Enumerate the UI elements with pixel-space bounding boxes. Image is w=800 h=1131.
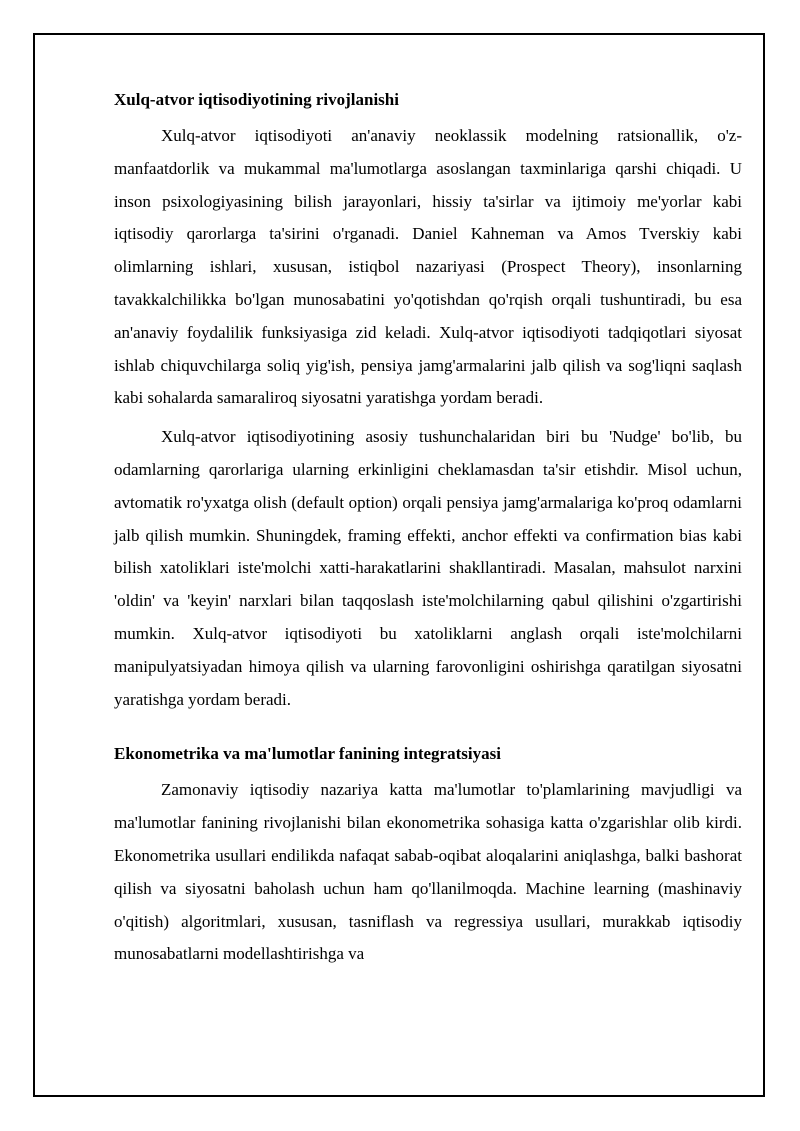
document-body	[114, 84, 742, 977]
paragraph: Xulq-atvor iqtisodiyotining asosiy tushunchalaridan biri bu 'Nudge' bo'lib, bu odamlarning qarorlariga ularning erkinligini cheklamasdan ta'sir etishdir. Misol uchun, avtomatik ro'yxatga olish (default option) orqali pensiya jamg'armalariga ko'proq odamlarni jalb qilish mumkin. Shuningdek, framing effekti, anchor effekti va confirmation bias kabi bilish xatoliklari iste'molchi xatti-harakatlarini shakllantiradi. Masalan, mahsulot narxini 'oldin' va 'keyin' narxlari bilan taqqoslash iste'molchilarning qabul qilishini o'zgartirishi mumkin. Xulq-atvor iqtisodiyoti bu xatoliklarni anglash orqali iste'molchilarni manipulyatsiyadan himoya qilish va ularning farovonligini oshirishga qaratilgan siyosatni yaratishga yordam beradi.	[114, 427, 742, 709]
paragraph: Zamonaviy iqtisodiy nazariya katta ma'lumotlar to'plamlarining mavjudligi va ma'lumotlar fanining rivojlanishi bilan ekonometrika sohasiga katta o'zgarishlar olib kirdi. Ekonometrika usullari endilikda nafaqat sabab-oqibat aloqalarini aniqlashga, balki bashorat qilish va siyosatni baholash uchun ham qo'llanilmoqda. Machine learning (mashinaviy o'qitish) algoritmlari, xususan, tasniflash va regressiya usullari, murakkab iqtisodiy munosabatlarni modellashtirishga va	[114, 780, 742, 964]
section-heading-econometrics: Ekonometrika va ma'lumotlar fanining integratsiyasi	[114, 744, 501, 764]
paragraph: Xulq-atvor iqtisodiyoti an'anaviy neoklassik modelning ratsionallik, o'z-manfaatdorlik va mukammal ma'lumotlarga asoslangan taxminlariga qarshi chiqadi. U inson psixologiyasining bilish jarayonlari, hissiy ta'sirlar va ijtimoiy me'yorlar kabi iqtisodiy qarorlarga ta'sirini o'rganadi. Daniel Kahneman va Amos Tverskiy kabi olimlarning ishlari, xususan, istiqbol nazariyasi (Prospect Theory), insonlarning tavakkalchilikka bo'lgan munosabatini yo'qotishdan qo'rqish orqali tushuntiradi, bu esa an'anaviy foydalilik funksiyasiga zid keladi. Xulq-atvor iqtisodiyoti tadqiqotlari siyosat ishlab chiquvchilarga soliq yig'ish, pensiya jamg'armalarini jalb qilish va sog'liqni saqlash kabi sohalarda samaraliroq siyosatni yaratishga yordam beradi.	[114, 126, 742, 408]
section-heading-behavioral-economics: Xulq-atvor iqtisodiyotining rivojlanishi	[114, 90, 399, 109]
